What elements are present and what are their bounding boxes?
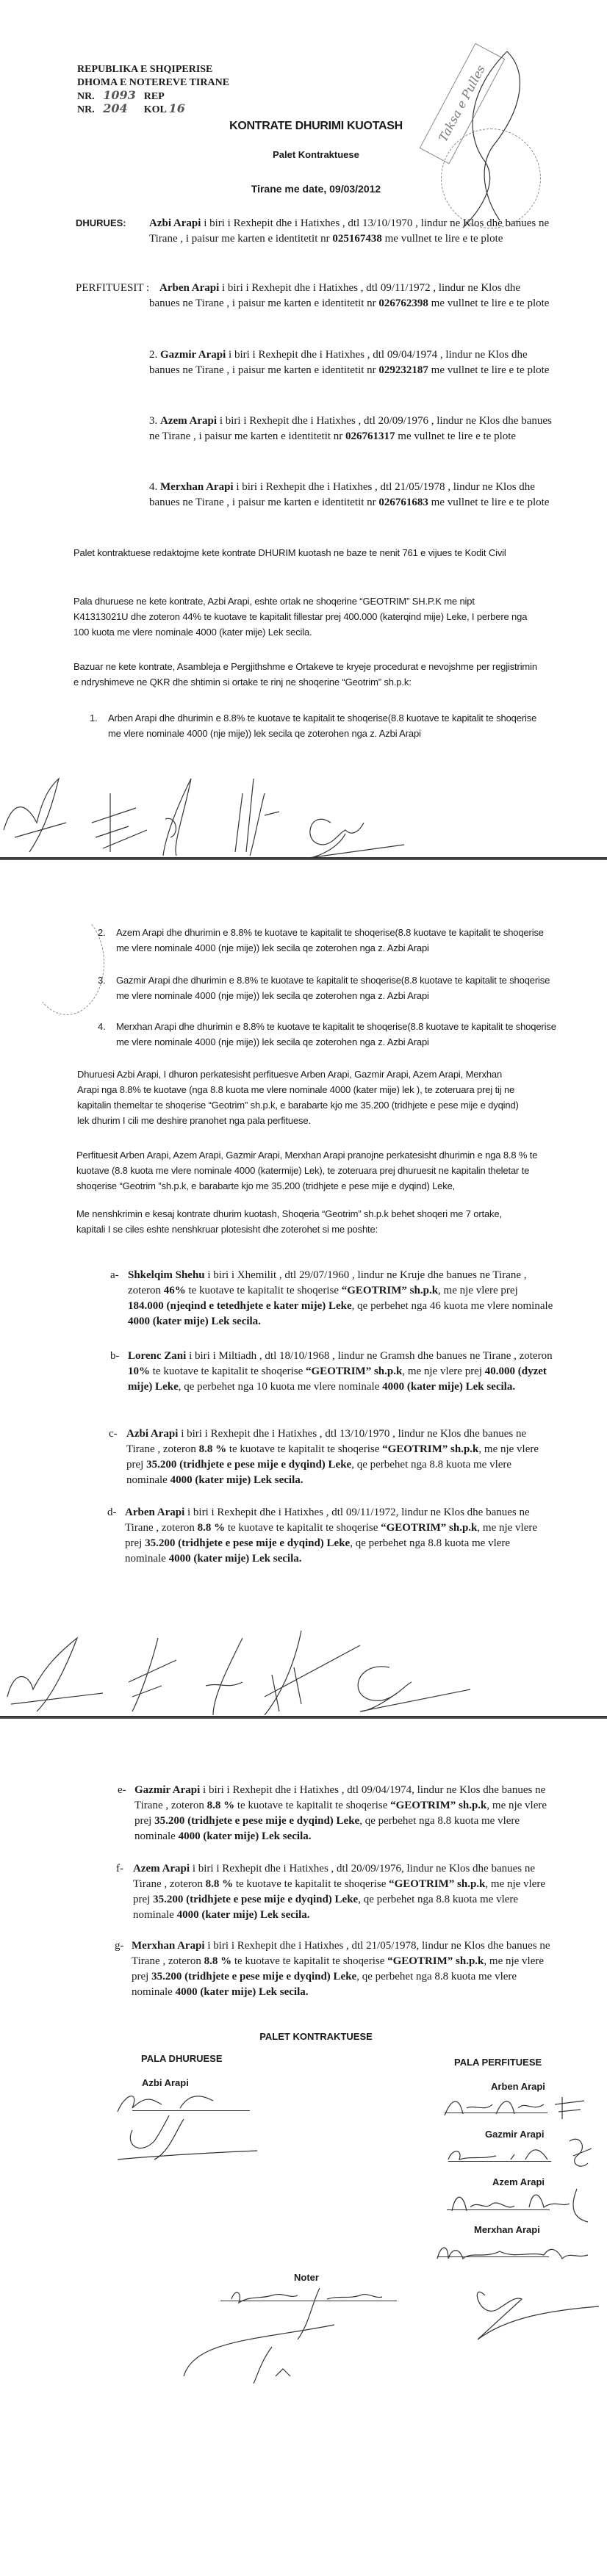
beneficiary-tail: me vullnet te lire e te plote <box>428 364 550 376</box>
shareholder-value: 40.000 (dyzet mije) Leke <box>128 1365 547 1393</box>
shareholder-company: “GEOTRIM” sh.p.k <box>382 1443 479 1455</box>
shareholder-value-prefix: , me nje vlere prej <box>132 1955 545 1982</box>
shareholder-entry <box>128 1349 554 1395</box>
shareholder-company: “GEOTRIM” sh.p.k <box>306 1365 403 1377</box>
header-republic: REPUBLIKA E SHQIPERISE <box>77 64 213 75</box>
shareholder-percentage: 8.8 % <box>206 1800 235 1811</box>
shareholder-quota: , qe perbehet nga 8.8 kuota me vlere nominale <box>134 1815 520 1842</box>
beneficiary-entry <box>149 281 552 311</box>
shareholder-name: Azem Arapi <box>133 1863 190 1875</box>
document-date: Tirane me date, 09/03/2012 <box>251 183 381 195</box>
shareholder-intro: i biri i Xhemilit , dtl 29/07/1960 , lindur ne Kruje dhe banues ne Tirane , zoteron <box>128 1269 527 1296</box>
shareholder-value-prefix: , me nje vlere prej <box>126 1443 539 1471</box>
shareholder-intro: i biri i Rexhepit dhe i Hatixhes , dtl 13/10/1970 , lindur ne Klos dhe banues ne Tirane , zoteron <box>126 1428 527 1455</box>
page-break-1 <box>0 857 607 860</box>
beneficiary-number: 4. <box>149 481 160 493</box>
beneficiary-tail: me vullnet te lire e te plote <box>395 430 517 442</box>
beneficiary-number: 3. <box>149 415 160 427</box>
beneficiary-entry <box>149 347 552 378</box>
shareholder-value: 35.200 (tridhjete e pese mije e dyqind) Leke <box>154 1815 360 1827</box>
kol-number-handwritten: 204 <box>103 101 128 115</box>
donation-item-text: Arben Arapi dhe dhurimin e 8.8% te kuotave te kapitalit te shoqerise(8.8 kuotave te kapitalit te shoqerise me vlere nominale 4000 (nje mije)) lek secila qe zoterohen nga z. Azbi Arapi <box>108 712 537 739</box>
beneficiary-name: Merxhan Arapi <box>160 481 234 493</box>
notary-seal-partial <box>29 911 104 1015</box>
shareholder-name: Shkelqim Shehu <box>128 1269 205 1281</box>
shareholder-company: “GEOTRIM” sh.p.k <box>341 1285 439 1296</box>
shareholder-name: Lorenc Zani <box>128 1350 187 1362</box>
shareholder-value-prefix: , me nje vlere prej <box>134 1800 547 1827</box>
shareholder-percentage: 8.8 % <box>204 1955 232 1967</box>
shareholder-name: Azbi Arapi <box>126 1428 179 1440</box>
signature-merxhan-arapi <box>434 2237 603 2347</box>
shareholder-mid: te kuotave te kapitalit te shoqerise <box>234 1800 391 1811</box>
signatory-azem-arapi: Azem Arapi <box>492 2176 545 2187</box>
beneficiary-id: 026761683 <box>378 497 428 508</box>
legal-basis-paragraph <box>73 545 544 560</box>
kol-value-handwritten: 16 <box>168 101 185 115</box>
shareholder-entry <box>126 1426 553 1488</box>
shareholder-letter: e- <box>118 1784 126 1796</box>
shareholder-value-prefix: , me nje vlere prej <box>438 1285 518 1296</box>
shareholder-nominal: 4000 (kater mije) Lek secila. <box>168 1553 302 1565</box>
shareholder-name: Arben Arapi <box>125 1507 185 1518</box>
shareholder-quota: , qe perbehet nga 10 kuota me vlere nominale <box>178 1381 383 1393</box>
beneficiary-entry <box>149 480 552 510</box>
shareholder-intro: i biri i Rexhepit dhe i Hatixhes , dtl 09/11/1972, lindur ne Klos dhe banues ne Tirane , zoteron <box>125 1507 530 1534</box>
shareholder-letter: f- <box>116 1863 123 1875</box>
shareholder-quota: , qe perbehet nga 8.8 kuota me vlere nominale <box>126 1459 512 1486</box>
beneficiary-name: Gazmir Arapi <box>160 349 226 361</box>
shareholder-company: “GEOTRIM” sh.p.k <box>381 1522 478 1534</box>
shareholder-mid: te kuotave te kapitalit te shoqerise <box>226 1443 383 1455</box>
kol-label: KOL <box>143 104 167 115</box>
shareholder-percentage: 8.8 % <box>198 1443 227 1455</box>
signature-notary <box>180 2281 401 2391</box>
shareholder-entry <box>132 1938 558 2000</box>
shareholder-percentage: 8.8 % <box>197 1522 226 1534</box>
beneficiary-entry <box>149 414 552 444</box>
signatory-azbi-arapi: Azbi Arapi <box>142 2077 189 2088</box>
shareholder-mid: te kuotave te kapitalit te shoqerise <box>233 1878 389 1890</box>
shareholder-mid: te kuotave te kapitalit te shoqerise <box>225 1522 381 1534</box>
shareholder-value: 35.200 (tridhjete e pese mije e dyqind) Leke <box>153 1894 359 1905</box>
shareholder-company: “GEOTRIM” sh.p.k <box>389 1878 486 1890</box>
stamp-signature <box>441 44 544 235</box>
beneficiary-number: 2. <box>149 349 160 361</box>
nr-label: NR. <box>77 91 95 102</box>
shareholder-intro: i biri i Miltiadh , dtl 18/10/1968 , lindur ne Gramsh dhe banues ne Tirane , zoteron <box>186 1350 553 1362</box>
header-kol-line <box>77 102 185 117</box>
beneficiary-tail: me vullnet te lire e te plote <box>428 297 550 309</box>
shareholder-entry <box>134 1783 561 1844</box>
shareholder-entry <box>128 1268 554 1330</box>
signatory-merxhan-arapi: Merxhan Arapi <box>474 2224 540 2235</box>
shareholder-value: 184.000 (njeqind e tetedhjete e kater mije) Leke <box>128 1300 352 1312</box>
donation-item-text: Azem Arapi dhe dhurimin e 8.8% te kuotave te kapitalit te shoqerise(8.8 kuotave te kapitalit te shoqerise me vlere nominale 4000 (nje mije)) lek secila qe zoterohen nga z. Azbi Arapi <box>116 927 544 953</box>
donor-id: 025167438 <box>332 233 382 245</box>
shareholder-letter: c- <box>109 1428 118 1440</box>
donor-tail: me vullnet te lire e te plote <box>381 233 503 245</box>
beneficiary-id: 029232187 <box>378 364 428 376</box>
signatory-gazmir-arapi: Gazmir Arapi <box>485 2129 545 2140</box>
shareholder-nominal: 4000 (kater mije) Lek secila. <box>176 1909 310 1921</box>
signature-section-heading: PALET KONTRAKTUESE <box>259 2031 373 2042</box>
shareholder-quota: , qe perbehet nga 8.8 kuota me vlere nominale <box>132 1971 517 1998</box>
shareholder-value-prefix: , me nje vlere prej <box>402 1365 485 1377</box>
donor-side-heading: PALA DHURUESE <box>141 2053 223 2064</box>
shareholder-value-prefix: , me nje vlere prej <box>133 1878 546 1905</box>
shareholder-nominal: 4000 (kater mije) Lek secila. <box>178 1830 312 1842</box>
donor-label: DHURUES: <box>76 217 126 228</box>
shareholder-value-prefix: , me nje vlere prej <box>125 1522 538 1549</box>
beneficiary-id: 026762398 <box>378 297 428 309</box>
shareholder-quota: , qe perbehet nga 8.8 kuota me vlere nominale <box>125 1537 511 1565</box>
shareholder-entry <box>125 1505 551 1567</box>
beneficiaries-label: PERFITUESIT : <box>76 282 150 294</box>
document-title: KONTRATE DHURIMI KUOTASH <box>229 120 403 132</box>
shareholder-percentage: 46% <box>163 1285 186 1296</box>
initials-signatures-page-1 <box>0 764 441 859</box>
shareholder-value: 35.200 (tridhjete e pese mije e dyqind) Leke <box>151 1971 357 1982</box>
shareholder-mid: te kuotave te kapitalit te shoqerise <box>231 1955 388 1967</box>
beneficiary-details: i biri i Rexhepit dhe i Hatixhes , dtl 09/04/1974 , lindur ne Klos dhe banues ne Tirane , i paisur me karten e identitetit nr <box>149 349 528 376</box>
assembly-paragraph: Bazuar ne kete kontrate, Asambleja e Pergjithshme e Ortakeve te kryeje procedurat e nevojshme per regjistrimin e ndryshimeve ne QKR dhe shtimin si ortake te rinj ne shoqerine “Geotrim” sh.p.k: <box>73 661 537 688</box>
header-chamber: DHOMA E NOTEREVE TIRANE <box>77 77 230 88</box>
shareholder-company: “GEOTRIM” sh.p.k <box>387 1955 484 1967</box>
shareholder-quota: , qe perbehet nga 8.8 kuota me vlere nominale <box>133 1894 519 1921</box>
shareholder-value: 35.200 (tridhjete e pese mije e dyqind) Leke <box>145 1537 351 1549</box>
shareholder-quota: , qe perbehet nga 46 kuota me vlere nominale <box>351 1300 553 1312</box>
shareholder-intro: i biri i Rexhepit dhe i Hatixhes , dtl 21/05/1978, lindur ne Klos dhe banues ne Tirane , zoteron <box>132 1940 550 1967</box>
beneficiary-details: i biri i Rexhepit dhe i Hatixhes , dtl 09/11/1972 , lindur ne Klos dhe banues ne Tirane , i paisur me karten e identitetit nr <box>149 282 521 309</box>
donor-entry <box>149 216 552 247</box>
beneficiary-name: Azem Arapi <box>160 415 218 427</box>
document-subtitle: Palet Kontraktuese <box>273 149 359 160</box>
shareholder-mid: te kuotave te kapitalit te shoqerise <box>150 1365 306 1377</box>
donation-item-number: 3. <box>98 975 106 986</box>
shareholder-mid: te kuotave te kapitalit te shoqerise <box>185 1285 342 1296</box>
beneficiary-details: i biri i Rexhepit dhe i Hatixhes , dtl 20/09/1976 , lindur ne Klos dhe banues ne Tirane , i paisur me karten e identitetit nr <box>149 415 552 442</box>
shareholder-letter: g- <box>115 1940 124 1952</box>
donation-item-text: Merxhan Arapi dhe dhurimin e 8.8% te kuotave te kapitalit te shoqerise(8.8 kuotave te kapitalit te shoqerise me vlere nominale 4000 (nje mije)) lek secila qe zoterohen nga z. Azbi Arapi <box>116 1021 556 1047</box>
donor-details: i biri i Rexhepit dhe i Hatixhes , dtl 13/10/1970 , lindur ne Klos dhe banues ne Tirane , i paisur me karten e identitetit nr <box>149 217 550 245</box>
donation-item-text: Gazmir Arapi dhe dhurimin e 8.8% te kuotave te kapitalit te shoqerise(8.8 kuotave te kapitalit te shoqerise me vlere nominale 4000 (nje mije)) lek secila qe zoterohen nga z. Azbi Arapi <box>116 975 550 1001</box>
donation-item-number: 4. <box>98 1021 106 1032</box>
shareholder-company: “GEOTRIM” sh.p.k <box>390 1800 487 1811</box>
shareholder-letter: a- <box>110 1269 119 1281</box>
beneficiary-tail: me vullnet te lire e te plote <box>428 497 550 508</box>
donor-name: Azbi Arapi <box>149 217 201 229</box>
nr-label: NR. <box>77 104 95 115</box>
beneficiary-name: Arben Arapi <box>159 282 220 294</box>
shareholder-nominal: 4000 (kater mije) Lek secila. <box>170 1474 304 1486</box>
signatory-arben-arapi: Arben Arapi <box>491 2081 545 2092</box>
shareholder-intro: i biri i Rexhepit dhe i Hatixhes , dtl 20/09/1976, lindur ne Klos dhe banues ne Tirane , zoteron <box>133 1863 536 1890</box>
donor-ownership-paragraph: Pala dhuruese ne kete kontrate, Azbi Arapi, eshte ortak ne shoqerine “GEOTRIM” SH.P.K me nipt K41313021U dhe zoteron 44% te kuotave te kapitalit fillestar prej 400.000 (katerqind mije) Leke, I perbere nga 100 kuota me vlere nominale 4000 (kater mije) Lek secila. <box>73 596 528 638</box>
shareholder-letter: b- <box>110 1350 120 1362</box>
donation-statement-paragraph: Dhuruesi Azbi Arapi, I dhuron perkatesisht perfituesve Arben Arapi, Gazmir Arapi, Azem Arapi, Merxhan Arapi nga 8.8% te kuotave (nga 8.8 kuota me vlere nominale 4000 (kater mije) lek ), te zoteruara prej tij ne kapitalin themeltar te shoqerise “Geotrim” sh.p.k, e barabarte kjo me 35.200 (tridhjete e pese mije e dyqind) lek dhurim I cili me deshire pranohet nga pala perfituese. <box>77 1069 519 1126</box>
shareholder-intro: i biri i Rexhepit dhe i Hatixhes , dtl 09/04/1974, lindur ne Klos dhe banues ne Tirane , zoteron <box>134 1784 546 1811</box>
result-paragraph: Me nenshkrimin e kesaj kontrate dhurim kuotash, Shoqeria “Geotrim” sh.p.k behet shoqeri me 7 ortake, kapitali I se ciles eshte nenshkruar plotesisht dhe zoterohet si me poshte: <box>76 1208 502 1235</box>
page-break-2 <box>0 1716 607 1719</box>
acceptance-paragraph: Perfituesit Arben Arapi, Azem Arapi, Gazmir Arapi, Merxhan Arapi pranojne perkatesisht dhurimin e nga 8.8 % te kuotave (8.8 kuota me vlere nominale 4000 (katermije) Lek), te zoteruara prej dhuruesit ne kapitalin theletar te shoqerise “Geotrim ”sh.p.k, e barabarte kjo me 35.200 (tridhjete e pese mije e dyqind) Leke, <box>76 1150 538 1191</box>
tax-stamp-text: Taksa e Pulles <box>436 62 488 145</box>
shareholder-nominal: 4000 (kater mije) Lek secila. <box>382 1381 516 1393</box>
rep-number-handwritten: 1093 <box>103 88 136 102</box>
initials-signatures-page-2 <box>0 1623 485 1715</box>
rep-label: REP <box>143 91 165 102</box>
shareholder-name: Merxhan Arapi <box>132 1940 205 1952</box>
beneficiary-details: i biri i Rexhepit dhe i Hatixhes , dtl 21/05/1978 , lindur ne Klos dhe banues ne Tirane , i paisur me karten e identitetit nr <box>149 481 535 508</box>
shareholder-percentage: 8.8 % <box>205 1878 234 1890</box>
signature-azbi-arapi <box>110 2086 257 2167</box>
donation-item-number: 2. <box>98 927 106 938</box>
signature-azem-arapi <box>445 2185 603 2229</box>
shareholder-percentage: 10% <box>128 1365 150 1377</box>
shareholder-nominal: 4000 (kater mije) Lek secila. <box>175 1986 309 1998</box>
beneficiary-id: 026761317 <box>345 430 395 442</box>
shareholder-name: Gazmir Arapi <box>134 1784 201 1796</box>
signature-arben-arapi <box>441 2093 595 2123</box>
notary-label: Noter <box>294 2272 319 2283</box>
legal-basis-text: Palet kontraktuese redaktojme kete kontrate DHURIM kuotash ne baze te nenit 761 e vijues te Kodit Civil <box>73 547 506 558</box>
shareholder-value: 35.200 (tridhjete e pese mije e dyqind) Leke <box>146 1459 352 1471</box>
beneficiary-side-heading: PALA PERFITUESE <box>454 2057 542 2068</box>
shareholder-nominal: 4000 (kater mije) Lek secila. <box>128 1316 261 1327</box>
signature-gazmir-arapi <box>445 2134 599 2178</box>
donation-item-number: 1. <box>90 712 98 724</box>
shareholder-entry <box>133 1861 559 1923</box>
shareholder-letter: d- <box>107 1507 117 1518</box>
